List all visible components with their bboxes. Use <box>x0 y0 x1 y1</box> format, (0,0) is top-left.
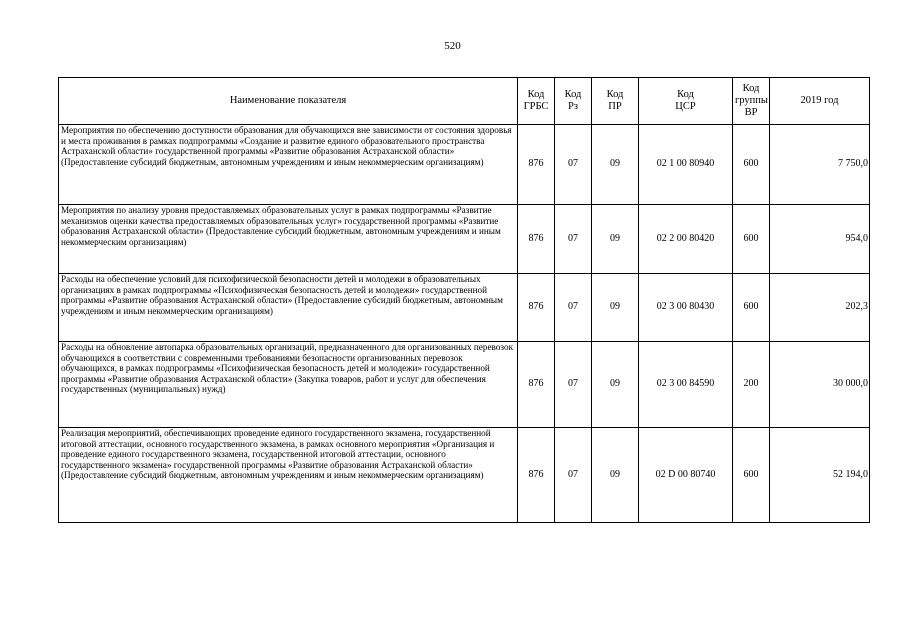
table-row <box>59 274 870 342</box>
row-vr: 600 <box>733 125 770 205</box>
table-row <box>59 205 870 274</box>
header-vr: Код группы ВР <box>733 78 770 125</box>
budget-table <box>58 77 870 523</box>
header-pr: Код ПР <box>592 78 639 125</box>
row-grbs: 876 <box>518 125 555 205</box>
row-rz: 07 <box>555 205 592 274</box>
row-vr: 600 <box>733 274 770 342</box>
header-year: 2019 год <box>770 78 870 125</box>
row-vr: 600 <box>733 428 770 523</box>
table-row <box>59 125 870 205</box>
row-name: Мероприятия по обеспечению доступности образования для обучающихся вне зависимости от состояния здоровья и места проживания в рамках подпрограммы «Создание и развитие единого образовательного пространства Астраханской области» государственной программы «Развитие образования Астраханской области» (Предоставление субсидий бюджетным, автономным учреждениям и иным некоммерческим организациям) <box>59 125 518 205</box>
row-amount: 30 000,0 <box>770 342 870 428</box>
row-rz: 07 <box>555 274 592 342</box>
row-csr: 02 1 00 80940 <box>639 125 733 205</box>
row-name: Расходы на обеспечение условий для психофизической безопасности детей и молодежи в образовательных организациях в рамках подпрограммы «Психофизическая безопасность детей и молодежи» государственной программы «Развитие образования Астраханской области» (Предоставление субсидий бюджетным, автономным учреждениям и иным некоммерческим организациям) <box>59 274 518 342</box>
row-rz: 07 <box>555 428 592 523</box>
row-csr: 02 D 00 80740 <box>639 428 733 523</box>
row-grbs: 876 <box>518 428 555 523</box>
row-amount: 954,0 <box>770 205 870 274</box>
page-number: 520 <box>444 40 461 52</box>
header-csr: Код ЦСР <box>639 78 733 125</box>
header-name: Наименование показателя <box>59 78 518 125</box>
row-csr: 02 2 00 80420 <box>639 205 733 274</box>
table-row <box>59 428 870 523</box>
row-grbs: 876 <box>518 205 555 274</box>
row-grbs: 876 <box>518 342 555 428</box>
row-pr: 09 <box>592 428 639 523</box>
header-rz: Код Рз <box>555 78 592 125</box>
row-rz: 07 <box>555 125 592 205</box>
table-row <box>59 342 870 428</box>
row-vr: 200 <box>733 342 770 428</box>
row-pr: 09 <box>592 205 639 274</box>
row-name: Мероприятия по анализу уровня предоставляемых образовательных услуг в рамках подпрограммы «Развитие механизмов оценки качества предоставляемых образовательных услуг» государственной программы «Развитие образования Астраханской области» (Предоставление субсидий бюджетным, автономным учреждениям и иным некоммерческим организациям) <box>59 205 518 274</box>
row-name: Расходы на обновление автопарка образовательных организаций, предназначенного для организованных перевозок обучающихся в соответствии с современными требованиями безопасности организованных перевозок обучающихся, в рамках подпрограммы «Психофизическая безопасность детей и молодежи» государственной программы «Развитие образования Астраханской области» (Закупка товаров, работ и услуг для обеспечения государственных (муниципальных) нужд) <box>59 342 518 428</box>
row-grbs: 876 <box>518 274 555 342</box>
row-pr: 09 <box>592 274 639 342</box>
row-rz: 07 <box>555 342 592 428</box>
row-csr: 02 3 00 80430 <box>639 274 733 342</box>
row-vr: 600 <box>733 205 770 274</box>
row-amount: 7 750,0 <box>770 125 870 205</box>
row-csr: 02 3 00 84590 <box>639 342 733 428</box>
table-header-row <box>59 78 870 125</box>
row-amount: 52 194,0 <box>770 428 870 523</box>
row-pr: 09 <box>592 342 639 428</box>
row-amount: 202,3 <box>770 274 870 342</box>
row-name: Реализация мероприятий, обеспечивающих проведение единого государственного экзамена, государственной итоговой аттестации, основного государственного экзамена, в рамках основного мероприятия «Организация и проведение единого государственного экзамена, государственной итоговой аттестации, основного государственного экзамена» государственной программы «Развитие образования Астраханской области» (Предоставление субсидий бюджетным, автономным учреждениям и иным некоммерческим организациям) <box>59 428 518 523</box>
row-pr: 09 <box>592 125 639 205</box>
header-grbs: Код ГРБС <box>518 78 555 125</box>
